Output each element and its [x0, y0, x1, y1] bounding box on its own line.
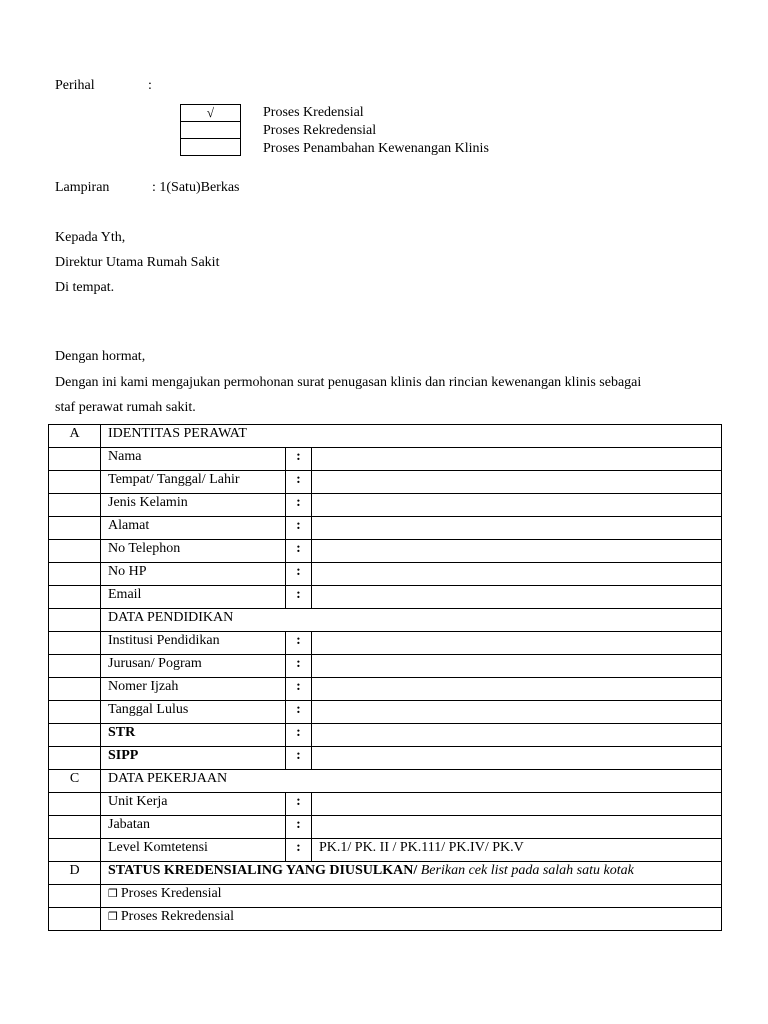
option-kredensial: Proses Kredensial	[263, 105, 364, 120]
field-value-level[interactable]: PK.1/ PK. II / PK.111/ PK.IV/ PK.V	[312, 839, 722, 862]
field-value-hp[interactable]	[312, 563, 722, 586]
field-value-telephon[interactable]	[312, 540, 722, 563]
lampiran-value: : 1(Satu)Berkas	[152, 180, 240, 195]
address-line-1: Kepada Yth,	[55, 230, 126, 245]
table-row	[49, 701, 722, 724]
field-label: Jurusan/ Pogram	[101, 655, 286, 678]
section-c-row	[49, 770, 722, 793]
field-label: Nomer Ijzah	[101, 678, 286, 701]
status-option-rekredensial[interactable]	[101, 908, 722, 931]
field-value-ttl[interactable]	[312, 471, 722, 494]
colon: :	[286, 701, 312, 724]
table-row	[49, 816, 722, 839]
section-a-row	[49, 425, 722, 448]
checkbox-penambahan[interactable]	[181, 139, 241, 156]
field-value-alamat[interactable]	[312, 517, 722, 540]
section-a-title: IDENTITAS PERAWAT	[101, 425, 722, 448]
table-row	[49, 563, 722, 586]
table-row	[49, 517, 722, 540]
colon: :	[286, 632, 312, 655]
table-row	[49, 632, 722, 655]
field-value-unit-kerja[interactable]	[312, 793, 722, 816]
colon: :	[286, 839, 312, 862]
checkbox-kredensial[interactable]: √	[181, 105, 241, 122]
colon: :	[286, 793, 312, 816]
field-label: SIPP	[101, 747, 286, 770]
field-label: Jenis Kelamin	[101, 494, 286, 517]
perihal-label: Perihal	[55, 78, 95, 93]
table-row	[49, 908, 722, 931]
table-row	[49, 747, 722, 770]
table-row	[49, 724, 722, 747]
table-row	[49, 494, 722, 517]
form-table	[48, 424, 722, 931]
colon: :	[286, 563, 312, 586]
field-value-institusi[interactable]	[312, 632, 722, 655]
perihal-checkbox-table	[180, 104, 241, 156]
table-row	[49, 655, 722, 678]
field-value-jenis-kelamin[interactable]	[312, 494, 722, 517]
address-line-2: Direktur Utama Rumah Sakit	[55, 255, 220, 270]
option-rekredensial: Proses Rekredensial	[263, 123, 377, 138]
table-row	[49, 540, 722, 563]
section-d-title	[101, 862, 722, 885]
checkbox-rekredensial[interactable]	[181, 122, 241, 139]
field-label: Unit Kerja	[101, 793, 286, 816]
address-line-3: Di tempat.	[55, 280, 115, 295]
field-value-jurusan[interactable]	[312, 655, 722, 678]
colon: :	[286, 816, 312, 839]
checkbox-icon[interactable]: ❒	[108, 887, 118, 900]
field-label: Tempat/ Tanggal/ Lahir	[101, 471, 286, 494]
section-d-title-italic: Berikan cek list pada salah satu kotak	[417, 863, 634, 878]
field-label: Nama	[101, 448, 286, 471]
field-value-str[interactable]	[312, 724, 722, 747]
field-label: Jabatan	[101, 816, 286, 839]
field-value-tanggal-lulus[interactable]	[312, 701, 722, 724]
field-label: Institusi Pendidikan	[101, 632, 286, 655]
colon: :	[286, 494, 312, 517]
field-label: STR	[101, 724, 286, 747]
section-a-letter: A	[49, 425, 101, 448]
lampiran-label: Lampiran	[55, 180, 110, 195]
status-option-label: Proses Rekredensial	[120, 909, 235, 924]
section-c-title: DATA PEKERJAAN	[101, 770, 722, 793]
field-label: Level Komtetensi	[101, 839, 286, 862]
field-label: No HP	[101, 563, 286, 586]
colon: :	[286, 540, 312, 563]
table-row	[49, 793, 722, 816]
table-row	[49, 586, 722, 609]
table-row	[49, 448, 722, 471]
field-value-nama[interactable]	[312, 448, 722, 471]
greeting: Dengan hormat,	[55, 349, 146, 364]
field-label: Tanggal Lulus	[101, 701, 286, 724]
colon: :	[286, 471, 312, 494]
perihal-colon: :	[148, 78, 152, 93]
field-label: Email	[101, 586, 286, 609]
colon: :	[286, 655, 312, 678]
colon: :	[286, 724, 312, 747]
checkbox-icon[interactable]: ❒	[108, 910, 118, 923]
field-value-sipp[interactable]	[312, 747, 722, 770]
table-row	[49, 471, 722, 494]
colon: :	[286, 448, 312, 471]
field-value-jabatan[interactable]	[312, 816, 722, 839]
paragraph-line-2: staf perawat rumah sakit.	[55, 400, 196, 415]
colon: :	[286, 586, 312, 609]
field-value-email[interactable]	[312, 586, 722, 609]
section-c-letter: C	[49, 770, 101, 793]
section-d-title-bold: STATUS KREDENSIALING YANG DIUSULKAN/	[108, 863, 418, 878]
table-row	[49, 678, 722, 701]
section-d-letter: D	[49, 862, 101, 885]
status-option-kredensial[interactable]	[101, 885, 722, 908]
section-d-row	[49, 862, 722, 885]
colon: :	[286, 747, 312, 770]
table-row	[49, 885, 722, 908]
pendidikan-row	[49, 609, 722, 632]
status-option-label: Proses Kredensial	[120, 886, 222, 901]
pendidikan-title: DATA PENDIDIKAN	[101, 609, 722, 632]
table-row	[49, 839, 722, 862]
colon: :	[286, 517, 312, 540]
field-value-ijazah[interactable]	[312, 678, 722, 701]
field-label: Alamat	[101, 517, 286, 540]
option-penambahan: Proses Penambahan Kewenangan Klinis	[263, 141, 489, 156]
field-label: No Telephon	[101, 540, 286, 563]
colon: :	[286, 678, 312, 701]
paragraph-line-1: Dengan ini kami mengajukan permohonan surat penugasan klinis dan rincian kewenangan klinis sebagai	[55, 375, 642, 390]
